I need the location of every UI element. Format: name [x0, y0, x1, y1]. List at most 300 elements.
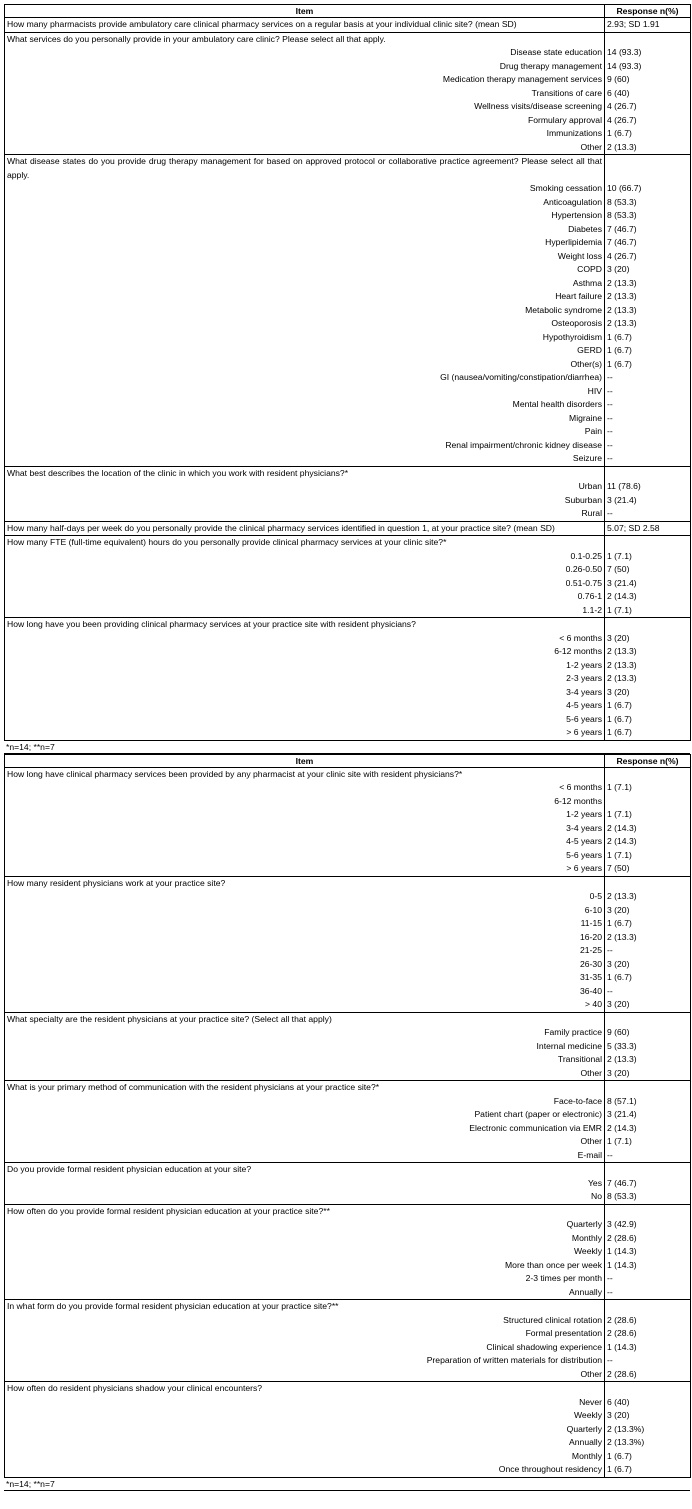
option-label: Disease state education [5, 46, 605, 60]
option-row [5, 835, 691, 849]
option-value: 3 (21.4) [605, 577, 691, 591]
option-row [5, 1135, 691, 1149]
option-row [5, 808, 691, 822]
option-row [5, 1314, 691, 1328]
option-value: 7 (50) [605, 862, 691, 876]
option-label: 1.1-2 [5, 604, 605, 618]
option-row [5, 822, 691, 836]
option-value: 2 (13.3) [605, 672, 691, 686]
option-value: 14 (93.3) [605, 46, 691, 60]
option-value: 4 (26.7) [605, 114, 691, 128]
option-value: 3 (20) [605, 632, 691, 646]
option-label: Drug therapy management [5, 60, 605, 74]
option-row [5, 1286, 691, 1300]
option-value: -- [605, 439, 691, 453]
option-row [5, 331, 691, 345]
column-header-item: Item [5, 754, 605, 767]
option-label: 3-4 years [5, 686, 605, 700]
option-row [5, 781, 691, 795]
option-value: 2 (28.6) [605, 1368, 691, 1382]
option-value: -- [605, 1272, 691, 1286]
option-value: 2 (28.6) [605, 1327, 691, 1341]
option-label: Weight loss [5, 250, 605, 264]
question-text: What disease states do you provide drug therapy management for based on approved protocol or collaborative practice agreement? Please select all that apply. [5, 155, 605, 183]
option-value: -- [605, 412, 691, 426]
option-label: Rural [5, 507, 605, 521]
question-row [5, 32, 691, 46]
option-label: No [5, 1190, 605, 1204]
option-value: 3 (21.4) [605, 1108, 691, 1122]
table-footnote: *n=14; **n=7 [4, 741, 690, 754]
option-value: 1 (6.7) [605, 971, 691, 985]
option-label: GERD [5, 344, 605, 358]
question-response [605, 32, 691, 46]
question-text: How many half-days per week do you personally provide the clinical pharmacy services identified in question 1, at your practice site? (mean SD) [5, 521, 605, 536]
option-label: > 6 years [5, 726, 605, 740]
option-label: 6-12 months [5, 645, 605, 659]
option-value: 14 (93.3) [605, 60, 691, 74]
option-row [5, 1026, 691, 1040]
option-row [5, 507, 691, 521]
question-row [5, 155, 691, 183]
question-response [605, 1300, 691, 1314]
question-text: How many pharmacists provide ambulatory care clinical pharmacy services on a regular basis at your individual clinic site? (mean SD) [5, 18, 605, 33]
option-value: 2 (14.3) [605, 590, 691, 604]
option-value [605, 795, 691, 809]
option-value: 2 (13.3) [605, 1053, 691, 1067]
option-value: 8 (53.3) [605, 209, 691, 223]
option-row [5, 494, 691, 508]
option-label: Hypothyroidism [5, 331, 605, 345]
option-label: Suburban [5, 494, 605, 508]
option-value: 1 (6.7) [605, 331, 691, 345]
option-label: < 6 months [5, 781, 605, 795]
option-label: > 6 years [5, 862, 605, 876]
option-label: GI (nausea/vomiting/constipation/diarrhea) [5, 371, 605, 385]
option-label: Weekly [5, 1245, 605, 1259]
option-value: -- [605, 1354, 691, 1368]
option-row [5, 114, 691, 128]
option-value: 1 (7.1) [605, 550, 691, 564]
option-label: Asthma [5, 277, 605, 291]
option-row [5, 1245, 691, 1259]
option-row [5, 1122, 691, 1136]
option-label: Immunizations [5, 127, 605, 141]
option-value: 2 (28.6) [605, 1232, 691, 1246]
option-label: 0.51-0.75 [5, 577, 605, 591]
option-value: 3 (20) [605, 1067, 691, 1081]
option-label: 6-10 [5, 904, 605, 918]
option-value: 1 (7.1) [605, 808, 691, 822]
question-text: In what form do you provide formal resident physician education at your practice site?** [5, 1300, 605, 1314]
option-row [5, 726, 691, 740]
option-row [5, 862, 691, 876]
option-row [5, 87, 691, 101]
option-row [5, 1272, 691, 1286]
option-row [5, 46, 691, 60]
option-label: Quarterly [5, 1218, 605, 1232]
option-label: Other [5, 141, 605, 155]
option-row [5, 904, 691, 918]
option-label: Yes [5, 1177, 605, 1191]
option-value: -- [605, 985, 691, 999]
question-text: How many FTE (full-time equivalent) hours do you personally provide clinical pharmacy services at your clinic site?* [5, 536, 605, 550]
option-label: 3-4 years [5, 822, 605, 836]
option-row [5, 1450, 691, 1464]
option-label: Other(s) [5, 358, 605, 372]
option-label: Seizure [5, 452, 605, 466]
question-text: Do you provide formal resident physician education at your site? [5, 1163, 605, 1177]
option-value: -- [605, 398, 691, 412]
option-label: Pain [5, 425, 605, 439]
option-row [5, 480, 691, 494]
question-response: 5.07; SD 2.58 [605, 521, 691, 536]
option-row [5, 795, 691, 809]
survey-table-1 [4, 4, 691, 741]
question-response [605, 1081, 691, 1095]
option-value: 3 (42.9) [605, 1218, 691, 1232]
question-text: How often do resident physicians shadow your clinical encounters? [5, 1382, 605, 1396]
option-row [5, 425, 691, 439]
option-row [5, 1259, 691, 1273]
question-row [5, 1163, 691, 1177]
option-row [5, 1067, 691, 1081]
option-value: 2 (13.3) [605, 931, 691, 945]
question-response [605, 618, 691, 632]
option-label: 31-35 [5, 971, 605, 985]
option-value: -- [605, 1149, 691, 1163]
option-value: 1 (14.3) [605, 1245, 691, 1259]
option-value: 1 (7.1) [605, 781, 691, 795]
option-label: Internal medicine [5, 1040, 605, 1054]
option-row [5, 304, 691, 318]
question-response [605, 155, 691, 183]
option-row [5, 849, 691, 863]
option-value: 6 (40) [605, 87, 691, 101]
option-row [5, 182, 691, 196]
option-label: Quarterly [5, 1423, 605, 1437]
question-response [605, 1382, 691, 1396]
option-label: 2-3 years [5, 672, 605, 686]
question-row [5, 618, 691, 632]
option-row [5, 1040, 691, 1054]
option-row [5, 1108, 691, 1122]
option-value: 3 (20) [605, 686, 691, 700]
question-row [5, 466, 691, 480]
option-value: 4 (26.7) [605, 100, 691, 114]
option-row [5, 632, 691, 646]
option-value: -- [605, 507, 691, 521]
option-row [5, 1341, 691, 1355]
option-row [5, 127, 691, 141]
column-header-item: Item [5, 5, 605, 18]
option-value: 2 (13.3) [605, 277, 691, 291]
question-response [605, 1204, 691, 1218]
question-row [5, 1081, 691, 1095]
option-value: 8 (53.3) [605, 196, 691, 210]
option-row [5, 944, 691, 958]
option-label: Renal impairment/chronic kidney disease [5, 439, 605, 453]
option-value: 1 (6.7) [605, 917, 691, 931]
option-row [5, 1409, 691, 1423]
option-row [5, 385, 691, 399]
question-row [5, 767, 691, 781]
option-label: Preparation of written materials for distribution [5, 1354, 605, 1368]
option-label: Family practice [5, 1026, 605, 1040]
option-label: 1-2 years [5, 808, 605, 822]
option-value: 4 (26.7) [605, 250, 691, 264]
option-label: Monthly [5, 1232, 605, 1246]
option-label: Electronic communication via EMR [5, 1122, 605, 1136]
option-value: 1 (6.7) [605, 344, 691, 358]
option-label: 11-15 [5, 917, 605, 931]
option-row [5, 563, 691, 577]
option-label: More than once per week [5, 1259, 605, 1273]
option-row [5, 1190, 691, 1204]
option-row [5, 917, 691, 931]
question-row [5, 1300, 691, 1314]
option-label: 4-5 years [5, 699, 605, 713]
option-row [5, 577, 691, 591]
question-response [605, 536, 691, 550]
question-text: How many resident physicians work at your practice site? [5, 876, 605, 890]
option-row [5, 236, 691, 250]
survey-tables [4, 4, 692, 1491]
option-row [5, 958, 691, 972]
question-row [5, 1382, 691, 1396]
question-text: How often do you provide formal resident physician education at your practice site?** [5, 1204, 605, 1218]
option-row [5, 452, 691, 466]
option-value: 9 (60) [605, 73, 691, 87]
option-row [5, 1218, 691, 1232]
option-value: 2 (13.3) [605, 317, 691, 331]
question-text: What services do you personally provide in your ambulatory care clinic? Please select all that apply. [5, 32, 605, 46]
question-response: 2.93; SD 1.91 [605, 18, 691, 33]
option-label: Structured clinical rotation [5, 1314, 605, 1328]
option-label: 1-2 years [5, 659, 605, 673]
option-value: 1 (7.1) [605, 849, 691, 863]
option-value: -- [605, 371, 691, 385]
option-value: 2 (13.3) [605, 141, 691, 155]
option-row [5, 971, 691, 985]
question-response [605, 1012, 691, 1026]
option-label: 21-25 [5, 944, 605, 958]
option-label: 36-40 [5, 985, 605, 999]
option-label: 5-6 years [5, 849, 605, 863]
column-header-response: Response n(%) [605, 754, 691, 767]
option-label: Never [5, 1396, 605, 1410]
option-value: 2 (28.6) [605, 1314, 691, 1328]
option-value: 3 (20) [605, 263, 691, 277]
option-row [5, 100, 691, 114]
option-row [5, 699, 691, 713]
option-label: Once throughout residency [5, 1463, 605, 1477]
option-value: -- [605, 385, 691, 399]
option-row [5, 686, 691, 700]
option-label: 26-30 [5, 958, 605, 972]
option-value: 3 (20) [605, 998, 691, 1012]
option-row [5, 73, 691, 87]
option-value: 2 (13.3%) [605, 1423, 691, 1437]
option-row [5, 590, 691, 604]
option-value: 1 (6.7) [605, 726, 691, 740]
question-text: How long have you been providing clinical pharmacy services at your practice site with resident physicians? [5, 618, 605, 632]
option-label: Annually [5, 1286, 605, 1300]
question-row [5, 1204, 691, 1218]
question-response [605, 767, 691, 781]
option-value: 7 (46.7) [605, 223, 691, 237]
option-value: 2 (13.3) [605, 890, 691, 904]
question-text: What is your primary method of communication with the resident physicians at your practice site?* [5, 1081, 605, 1095]
option-value: 9 (60) [605, 1026, 691, 1040]
option-row [5, 344, 691, 358]
option-row [5, 931, 691, 945]
option-label: 2-3 times per month [5, 1272, 605, 1286]
option-row [5, 1463, 691, 1477]
option-value: 1 (6.7) [605, 127, 691, 141]
option-value: 2 (13.3) [605, 304, 691, 318]
option-row [5, 1232, 691, 1246]
table-header-row [5, 754, 691, 767]
option-row [5, 659, 691, 673]
option-label: Other [5, 1067, 605, 1081]
option-label: 0-5 [5, 890, 605, 904]
option-row [5, 1149, 691, 1163]
option-row [5, 412, 691, 426]
option-label: > 40 [5, 998, 605, 1012]
option-row [5, 290, 691, 304]
option-value: 2 (14.3) [605, 1122, 691, 1136]
option-row [5, 371, 691, 385]
question-response [605, 1163, 691, 1177]
option-value: 1 (14.3) [605, 1259, 691, 1273]
option-label: Face-to-face [5, 1095, 605, 1109]
option-row [5, 277, 691, 291]
option-value: 6 (40) [605, 1396, 691, 1410]
option-row [5, 550, 691, 564]
option-row [5, 223, 691, 237]
option-label: < 6 months [5, 632, 605, 646]
option-label: Formulary approval [5, 114, 605, 128]
option-value: 2 (14.3) [605, 835, 691, 849]
option-label: 5-6 years [5, 713, 605, 727]
option-value: 3 (20) [605, 958, 691, 972]
option-row [5, 1354, 691, 1368]
option-row [5, 263, 691, 277]
option-row [5, 604, 691, 618]
option-label: 6-12 months [5, 795, 605, 809]
question-row [5, 536, 691, 550]
option-value: 1 (6.7) [605, 713, 691, 727]
option-value: 2 (13.3%) [605, 1436, 691, 1450]
option-row [5, 250, 691, 264]
option-label: Hyperlipidemia [5, 236, 605, 250]
option-value: 7 (50) [605, 563, 691, 577]
option-label: 16-20 [5, 931, 605, 945]
option-row [5, 998, 691, 1012]
option-label: Monthly [5, 1450, 605, 1464]
option-row [5, 141, 691, 155]
option-row [5, 439, 691, 453]
option-label: Smoking cessation [5, 182, 605, 196]
option-value: -- [605, 452, 691, 466]
option-value: -- [605, 1286, 691, 1300]
option-label: Mental health disorders [5, 398, 605, 412]
option-label: HIV [5, 385, 605, 399]
option-value: 3 (20) [605, 1409, 691, 1423]
option-value: 3 (21.4) [605, 494, 691, 508]
option-label: Patient chart (paper or electronic) [5, 1108, 605, 1122]
question-row [5, 876, 691, 890]
option-row [5, 645, 691, 659]
option-label: Annually [5, 1436, 605, 1450]
option-label: Medication therapy management services [5, 73, 605, 87]
option-row [5, 358, 691, 372]
option-row [5, 1436, 691, 1450]
option-label: Anticoagulation [5, 196, 605, 210]
option-value: 8 (57.1) [605, 1095, 691, 1109]
option-row [5, 60, 691, 74]
option-label: Clinical shadowing experience [5, 1341, 605, 1355]
option-value: 2 (14.3) [605, 822, 691, 836]
option-row [5, 1177, 691, 1191]
option-value: 1 (7.1) [605, 1135, 691, 1149]
option-row [5, 713, 691, 727]
option-row [5, 890, 691, 904]
option-value: 11 (78.6) [605, 480, 691, 494]
option-row [5, 985, 691, 999]
option-value: -- [605, 944, 691, 958]
option-value: 2 (13.3) [605, 290, 691, 304]
option-value: -- [605, 425, 691, 439]
option-label: Diabetes [5, 223, 605, 237]
option-row [5, 1053, 691, 1067]
option-row [5, 398, 691, 412]
question-row [5, 18, 691, 33]
option-label: Transitions of care [5, 87, 605, 101]
option-value: 10 (66.7) [605, 182, 691, 196]
option-value: 5 (33.3) [605, 1040, 691, 1054]
question-response [605, 876, 691, 890]
question-text: What specialty are the resident physicians at your practice site? (Select all that apply) [5, 1012, 605, 1026]
option-row [5, 209, 691, 223]
option-value: 2 (13.3) [605, 645, 691, 659]
option-row [5, 1396, 691, 1410]
option-label: 0.76-1 [5, 590, 605, 604]
question-text: How long have clinical pharmacy services been provided by any pharmacist at your clinic site with resident physicians?* [5, 767, 605, 781]
option-value: 7 (46.7) [605, 236, 691, 250]
option-label: E-mail [5, 1149, 605, 1163]
option-value: 8 (53.3) [605, 1190, 691, 1204]
option-row [5, 672, 691, 686]
option-label: Other [5, 1368, 605, 1382]
option-label: Formal presentation [5, 1327, 605, 1341]
table-footnote: *n=14; **n=7 [4, 1478, 690, 1491]
option-row [5, 196, 691, 210]
question-text: What best describes the location of the clinic in which you work with resident physicians?* [5, 466, 605, 480]
option-value: 2 (13.3) [605, 659, 691, 673]
option-label: 0.1-0.25 [5, 550, 605, 564]
option-label: Transitional [5, 1053, 605, 1067]
option-row [5, 1327, 691, 1341]
option-label: 0.26-0.50 [5, 563, 605, 577]
option-row [5, 1095, 691, 1109]
option-value: 1 (6.7) [605, 358, 691, 372]
option-label: Hypertension [5, 209, 605, 223]
option-label: 4-5 years [5, 835, 605, 849]
option-label: Other [5, 1135, 605, 1149]
option-value: 1 (6.7) [605, 1450, 691, 1464]
